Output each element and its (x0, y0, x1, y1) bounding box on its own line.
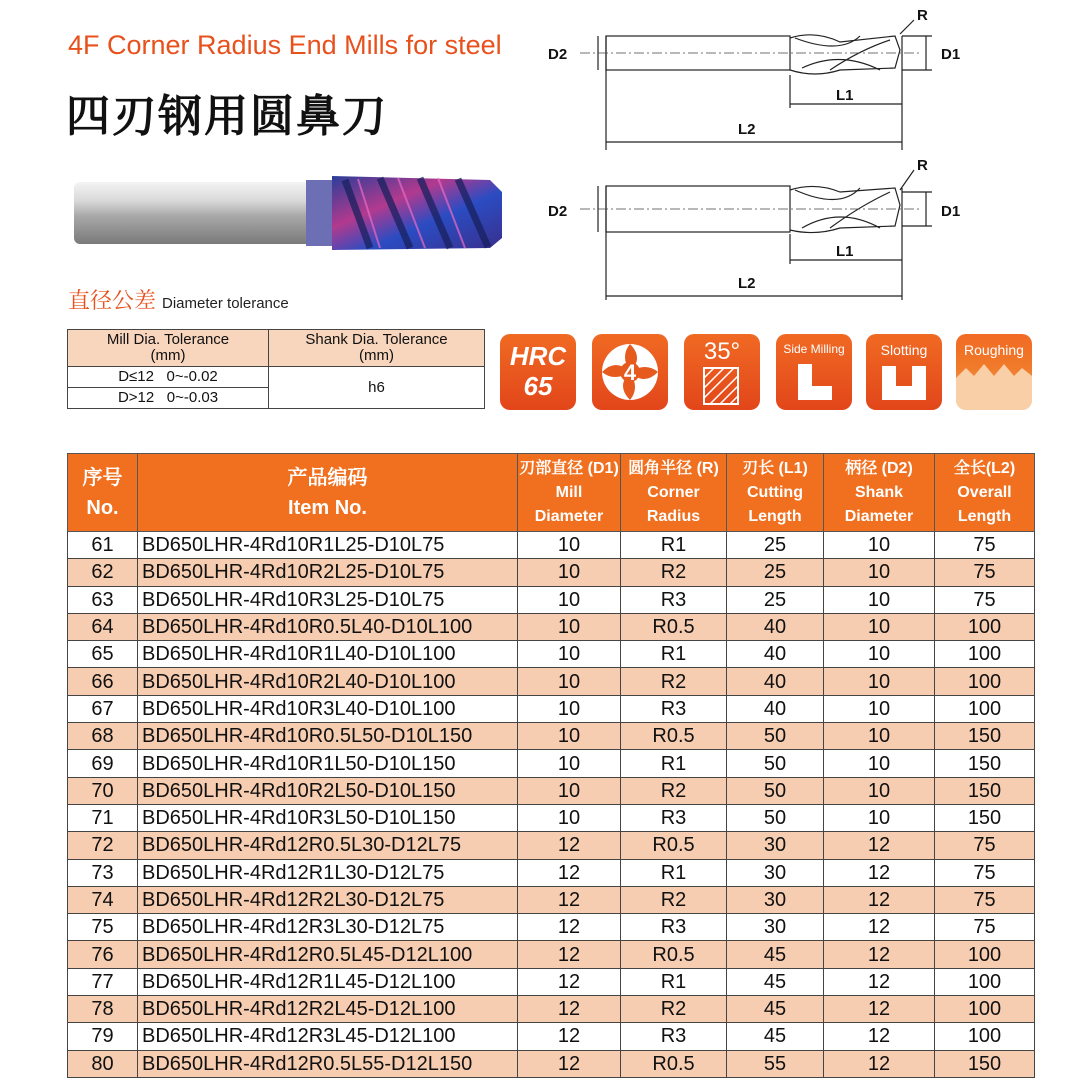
cell-no: 63 (68, 586, 138, 613)
cell-item-no: BD650LHR-4Rd12R0.5L45-D12L100 (138, 941, 518, 968)
cell-overall-length: 150 (935, 1050, 1035, 1077)
table-row (68, 1023, 1035, 1050)
cell-corner-radius: R0.5 (621, 1050, 727, 1077)
cell-mill-diameter: 10 (518, 559, 621, 586)
side-milling-icon (776, 334, 852, 410)
roughing-badge: Roughing (956, 334, 1032, 410)
cell-mill-diameter: 10 (518, 532, 621, 559)
cell-corner-radius: R1 (621, 641, 727, 668)
cell-no: 79 (68, 1023, 138, 1050)
cell-mill-diameter: 10 (518, 723, 621, 750)
label-l2: L2 (738, 275, 756, 292)
helix-angle-badge: 35° (684, 334, 760, 410)
cell-mill-diameter: 12 (518, 914, 621, 941)
cell-no: 64 (68, 613, 138, 640)
label-l1: L1 (836, 243, 854, 260)
cell-cutting-length: 55 (727, 1050, 824, 1077)
cell-corner-radius: R1 (621, 968, 727, 995)
cell-shank-diameter: 10 (824, 641, 935, 668)
cell-item-no: BD650LHR-4Rd10R3L50-D10L150 (138, 804, 518, 831)
cell-corner-radius: R3 (621, 804, 727, 831)
table-row (68, 613, 1035, 640)
cell-mill-diameter: 12 (518, 941, 621, 968)
table-row (68, 804, 1035, 831)
cell-cutting-length: 50 (727, 804, 824, 831)
shank-tolerance-value: h6 (269, 367, 485, 409)
label-l2: L2 (738, 121, 756, 138)
technical-drawing-1 (540, 0, 980, 150)
cell-mill-diameter: 10 (518, 668, 621, 695)
cell-corner-radius: R1 (621, 859, 727, 886)
cell-cutting-length: 50 (727, 750, 824, 777)
cell-shank-diameter: 10 (824, 668, 935, 695)
hrc-badge: HRC 65 (500, 334, 576, 410)
cell-shank-diameter: 12 (824, 832, 935, 859)
cell-item-no: BD650LHR-4Rd10R3L40-D10L100 (138, 695, 518, 722)
cell-cutting-length: 40 (727, 668, 824, 695)
cell-cutting-length: 45 (727, 1023, 824, 1050)
cell-no: 66 (68, 668, 138, 695)
cell-corner-radius: R2 (621, 996, 727, 1023)
cell-item-no: BD650LHR-4Rd10R1L40-D10L100 (138, 641, 518, 668)
cell-item-no: BD650LHR-4Rd12R2L30-D12L75 (138, 886, 518, 913)
table-row (68, 859, 1035, 886)
label-l1: L1 (836, 87, 854, 104)
tolerance-row: D≤12 0~-0.02 (68, 367, 269, 388)
cell-corner-radius: R3 (621, 586, 727, 613)
cell-mill-diameter: 10 (518, 695, 621, 722)
cell-corner-radius: R3 (621, 695, 727, 722)
cell-item-no: BD650LHR-4Rd12R1L45-D12L100 (138, 968, 518, 995)
cell-no: 71 (68, 804, 138, 831)
product-table (67, 453, 1035, 1078)
cell-mill-diameter: 12 (518, 968, 621, 995)
cell-shank-diameter: 10 (824, 613, 935, 640)
cell-shank-diameter: 12 (824, 968, 935, 995)
cell-mill-diameter: 10 (518, 750, 621, 777)
cell-item-no: BD650LHR-4Rd12R2L45-D12L100 (138, 996, 518, 1023)
cell-overall-length: 150 (935, 804, 1035, 831)
table-row (68, 832, 1035, 859)
cell-no: 67 (68, 695, 138, 722)
tolerance-heading-en: Diameter tolerance (162, 295, 289, 312)
cell-no: 72 (68, 832, 138, 859)
cell-cutting-length: 25 (727, 532, 824, 559)
cell-cutting-length: 30 (727, 886, 824, 913)
table-row (68, 641, 1035, 668)
cell-cutting-length: 30 (727, 859, 824, 886)
cell-item-no: BD650LHR-4Rd10R2L25-D10L75 (138, 559, 518, 586)
cell-cutting-length: 40 (727, 695, 824, 722)
cell-shank-diameter: 12 (824, 996, 935, 1023)
side-milling-badge: Side Milling (776, 334, 852, 410)
cell-corner-radius: R2 (621, 668, 727, 695)
cell-cutting-length: 30 (727, 832, 824, 859)
cell-no: 61 (68, 532, 138, 559)
table-row (68, 559, 1035, 586)
cell-mill-diameter: 10 (518, 804, 621, 831)
cell-no: 68 (68, 723, 138, 750)
table-row (68, 723, 1035, 750)
cell-mill-diameter: 10 (518, 641, 621, 668)
header-mill-diameter: 刃部直径 (D1) Mill Diameter (518, 454, 621, 532)
cell-mill-diameter: 10 (518, 613, 621, 640)
header-corner-radius: 圆角半径 (R) Corner Radius (621, 454, 727, 532)
cell-shank-diameter: 12 (824, 941, 935, 968)
cell-overall-length: 100 (935, 668, 1035, 695)
cell-item-no: BD650LHR-4Rd10R2L40-D10L100 (138, 668, 518, 695)
cell-overall-length: 75 (935, 914, 1035, 941)
table-row (68, 668, 1035, 695)
slotting-badge: Slotting (866, 334, 942, 410)
label-r: R (917, 157, 928, 174)
cell-shank-diameter: 10 (824, 777, 935, 804)
cell-overall-length: 100 (935, 941, 1035, 968)
table-row (68, 968, 1035, 995)
roughing-icon (956, 334, 1032, 410)
table-row (68, 532, 1035, 559)
cell-mill-diameter: 10 (518, 586, 621, 613)
cell-cutting-length: 40 (727, 613, 824, 640)
cell-mill-diameter: 12 (518, 1050, 621, 1077)
cell-mill-diameter: 10 (518, 777, 621, 804)
cell-shank-diameter: 12 (824, 1050, 935, 1077)
cell-overall-length: 75 (935, 886, 1035, 913)
cell-shank-diameter: 12 (824, 914, 935, 941)
cell-item-no: BD650LHR-4Rd10R0.5L50-D10L150 (138, 723, 518, 750)
header-overall-length: 全长(L2) Overall Length (935, 454, 1035, 532)
cell-item-no: BD650LHR-4Rd12R3L45-D12L100 (138, 1023, 518, 1050)
cell-corner-radius: R3 (621, 1023, 727, 1050)
cell-shank-diameter: 12 (824, 886, 935, 913)
cell-shank-diameter: 10 (824, 750, 935, 777)
cell-overall-length: 100 (935, 641, 1035, 668)
cell-item-no: BD650LHR-4Rd12R3L30-D12L75 (138, 914, 518, 941)
table-row (68, 1050, 1035, 1077)
header-cutting-length: 刃长 (L1) Cutting Length (727, 454, 824, 532)
cell-item-no: BD650LHR-4Rd10R1L50-D10L150 (138, 750, 518, 777)
cell-overall-length: 75 (935, 532, 1035, 559)
tolerance-table (67, 329, 485, 409)
cell-overall-length: 100 (935, 996, 1035, 1023)
table-row (68, 886, 1035, 913)
cell-no: 69 (68, 750, 138, 777)
cell-overall-length: 150 (935, 777, 1035, 804)
cell-shank-diameter: 10 (824, 695, 935, 722)
cell-cutting-length: 50 (727, 723, 824, 750)
cell-shank-diameter: 10 (824, 723, 935, 750)
four-flute-badge: 4 (592, 334, 668, 410)
cell-corner-radius: R1 (621, 532, 727, 559)
header-shank-diameter: 柄径 (D2) Shank Diameter (824, 454, 935, 532)
cell-item-no: BD650LHR-4Rd12R0.5L30-D12L75 (138, 832, 518, 859)
cell-mill-diameter: 12 (518, 832, 621, 859)
cell-corner-radius: R2 (621, 777, 727, 804)
cell-shank-diameter: 10 (824, 559, 935, 586)
cell-item-no: BD650LHR-4Rd12R0.5L55-D12L150 (138, 1050, 518, 1077)
cell-mill-diameter: 12 (518, 886, 621, 913)
helix-icon (684, 334, 760, 410)
cell-no: 70 (68, 777, 138, 804)
slotting-icon (866, 334, 942, 410)
cell-item-no: BD650LHR-4Rd10R0.5L40-D10L100 (138, 613, 518, 640)
cell-item-no: BD650LHR-4Rd10R1L25-D10L75 (138, 532, 518, 559)
table-row (68, 586, 1035, 613)
label-d2: D2 (548, 203, 568, 220)
cell-overall-length: 100 (935, 1023, 1035, 1050)
cell-corner-radius: R2 (621, 886, 727, 913)
cell-corner-radius: R3 (621, 914, 727, 941)
table-row (68, 695, 1035, 722)
end-mill-product-image (70, 170, 510, 256)
label-d1: D1 (941, 203, 961, 220)
cell-overall-length: 75 (935, 559, 1035, 586)
cell-corner-radius: R0.5 (621, 723, 727, 750)
cell-overall-length: 150 (935, 750, 1035, 777)
header-no: 序号 No. (68, 454, 138, 532)
cell-corner-radius: R1 (621, 750, 727, 777)
cell-overall-length: 100 (935, 695, 1035, 722)
cell-shank-diameter: 10 (824, 586, 935, 613)
cell-corner-radius: R2 (621, 559, 727, 586)
cell-item-no: BD650LHR-4Rd10R2L50-D10L150 (138, 777, 518, 804)
table-row (68, 777, 1035, 804)
cell-cutting-length: 45 (727, 968, 824, 995)
tolerance-col-shank: Shank Dia. Tolerance (mm) (269, 330, 485, 367)
label-d1: D1 (941, 46, 961, 63)
cell-cutting-length: 40 (727, 641, 824, 668)
cell-overall-length: 100 (935, 613, 1035, 640)
label-r: R (917, 7, 928, 24)
cell-cutting-length: 45 (727, 996, 824, 1023)
cell-corner-radius: R0.5 (621, 832, 727, 859)
cell-mill-diameter: 12 (518, 1023, 621, 1050)
cell-no: 65 (68, 641, 138, 668)
cell-corner-radius: R0.5 (621, 613, 727, 640)
cell-item-no: BD650LHR-4Rd12R1L30-D12L75 (138, 859, 518, 886)
title-en: 4F Corner Radius End Mills for steel (68, 30, 502, 60)
cell-shank-diameter: 10 (824, 804, 935, 831)
cell-corner-radius: R0.5 (621, 941, 727, 968)
cell-cutting-length: 45 (727, 941, 824, 968)
cell-cutting-length: 25 (727, 559, 824, 586)
table-row (68, 914, 1035, 941)
cell-no: 76 (68, 941, 138, 968)
cell-mill-diameter: 12 (518, 859, 621, 886)
cell-no: 74 (68, 886, 138, 913)
cell-shank-diameter: 12 (824, 1023, 935, 1050)
cell-cutting-length: 30 (727, 914, 824, 941)
header-item-no: 产品编码 Item No. (138, 454, 518, 532)
cell-shank-diameter: 12 (824, 859, 935, 886)
title-cn: 四刃钢用圆鼻刀 (66, 91, 388, 142)
cell-overall-length: 150 (935, 723, 1035, 750)
cell-no: 75 (68, 914, 138, 941)
table-row (68, 941, 1035, 968)
label-d2: D2 (548, 46, 568, 63)
tolerance-heading (68, 284, 289, 315)
cell-no: 62 (68, 559, 138, 586)
table-row (68, 996, 1035, 1023)
tolerance-row: D>12 0~-0.03 (68, 388, 269, 409)
cell-overall-length: 100 (935, 968, 1035, 995)
cell-overall-length: 75 (935, 859, 1035, 886)
cell-overall-length: 75 (935, 586, 1035, 613)
cell-cutting-length: 25 (727, 586, 824, 613)
cell-mill-diameter: 12 (518, 996, 621, 1023)
cell-item-no: BD650LHR-4Rd10R3L25-D10L75 (138, 586, 518, 613)
cell-overall-length: 75 (935, 832, 1035, 859)
cell-shank-diameter: 10 (824, 532, 935, 559)
cell-no: 73 (68, 859, 138, 886)
cell-no: 77 (68, 968, 138, 995)
cell-cutting-length: 50 (727, 777, 824, 804)
cell-no: 80 (68, 1050, 138, 1077)
table-row (68, 750, 1035, 777)
technical-drawing-2 (540, 150, 980, 300)
tolerance-col-mill: Mill Dia. Tolerance (mm) (68, 330, 269, 367)
tolerance-heading-cn: 直径公差 (68, 289, 157, 314)
cell-no: 78 (68, 996, 138, 1023)
